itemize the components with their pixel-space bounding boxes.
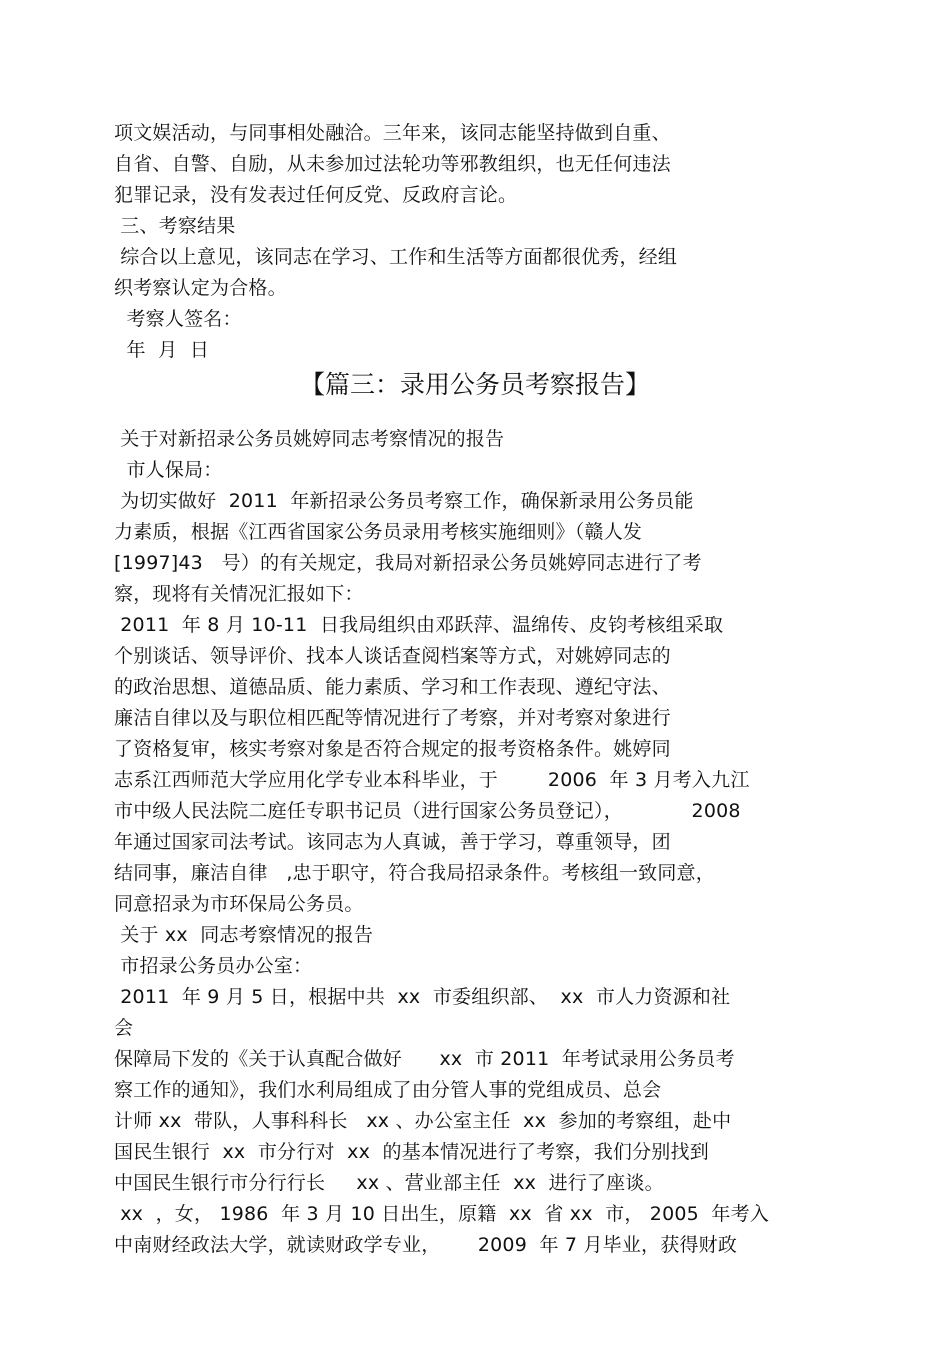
text-line: 项文娱活动，与同事相处融洽。三年来，该同志能坚持做到自重、 — [114, 122, 671, 144]
text-line: 2011 年 9 月 5 日，根据中共 xx 市委组织部、 xx 市人力资源和社 — [114, 986, 731, 1008]
text-line: 年通过国家司法考试。该同志为人真诚，善于学习，尊重领导，团 — [114, 831, 671, 853]
text-line: 志系江西师范大学应用化学专业本科毕业，于 2006 年 3 月考入九江 — [114, 769, 750, 791]
text-line: 中国民生银行市分行行长 xx 、营业部主任 xx 进行了座谈。 — [114, 1172, 664, 1194]
text-line: 市人保局： — [114, 459, 223, 481]
text-line: 察工作的通知》，我们水利局组成了由分管人事的党组成员、总会 — [114, 1079, 662, 1101]
text-line: 中南财经政法大学，就读财政学专业， 2009 年 7 月毕业，获得财政 — [114, 1234, 738, 1256]
text-line: 三、考察结果 — [114, 215, 236, 237]
text-line: 国民生银行 xx 市分行对 xx 的基本情况进行了考察，我们分别找到 — [114, 1141, 709, 1163]
text-line: 综合以上意见，该同志在学习、工作和生活等方面都很优秀，经组 — [114, 246, 678, 268]
text-line: 年 月 日 — [114, 339, 210, 361]
text-line: 同意招录为市环保局公务员。 — [114, 893, 364, 915]
text-line: 个别谈话、领导评价、找本人谈话查阅档案等方式，对姚婷同志的 — [114, 645, 671, 667]
text-line: 市中级人民法院二庭任专职书记员（进行国家公务员登记）， 2008 — [114, 800, 741, 822]
text-line: 了资格复审，核实考察对象是否符合规定的报考资格条件。姚婷同 — [114, 738, 671, 760]
text-line: 自省、自警、自励，从未参加过法轮功等邪教组织，也无任何违法 — [114, 153, 671, 175]
section-heading: 【篇三：录用公务员考察报告】 — [299, 370, 650, 399]
text-line: 会 — [114, 1017, 134, 1039]
text-line: 保障局下发的《关于认真配合做好 xx 市 2011 年考试录用公务员考 — [114, 1048, 735, 1070]
text-line: 2011 年 8 月 10-11 日我局组织由邓跃萍、温绵传、皮钧考核组采取 — [114, 614, 724, 636]
text-line: 织考察认定为合格。 — [114, 277, 287, 299]
text-line: 为切实做好 2011 年新招录公务员考察工作，确保新录用公务员能 — [114, 490, 694, 512]
text-line: 考察人签名： — [114, 308, 242, 330]
text-line: xx ，女， 1986 年 3 月 10 日出生，原籍 xx 省 xx 市， 2005 年考入 — [114, 1203, 770, 1225]
text-line: 关于 xx 同志考察情况的报告 — [114, 924, 374, 946]
text-line: 的政治思想、道德品质、能力素质、学习和工作表现、遵纪守法、 — [114, 676, 671, 698]
text-line: 关于对新招录公务员姚婷同志考察情况的报告 — [114, 428, 505, 450]
text-line: 市招录公务员办公室： — [114, 955, 313, 977]
text-line: [1997]43 号）的有关规定，我局对新招录公务员姚婷同志进行了考 — [114, 552, 702, 574]
text-line: 廉洁自律以及与职位相匹配等情况进行了考察，并对考察对象进行 — [114, 707, 671, 729]
text-line: 结同事，廉洁自律 ,忠于职守，符合我局招录条件。考核组一致同意， — [114, 862, 715, 884]
text-line: 力素质，根据《江西省国家公务员录用考核实施细则》（赣人发 — [114, 521, 643, 543]
text-line: 计师 xx 带队，人事科科长 xx 、办公室主任 xx 参加的考察组，赴中 — [114, 1110, 732, 1132]
text-line: 犯罪记录，没有发表过任何反党、反政府言论。 — [114, 184, 518, 206]
text-line: 察，现将有关情况汇报如下： — [114, 583, 364, 605]
